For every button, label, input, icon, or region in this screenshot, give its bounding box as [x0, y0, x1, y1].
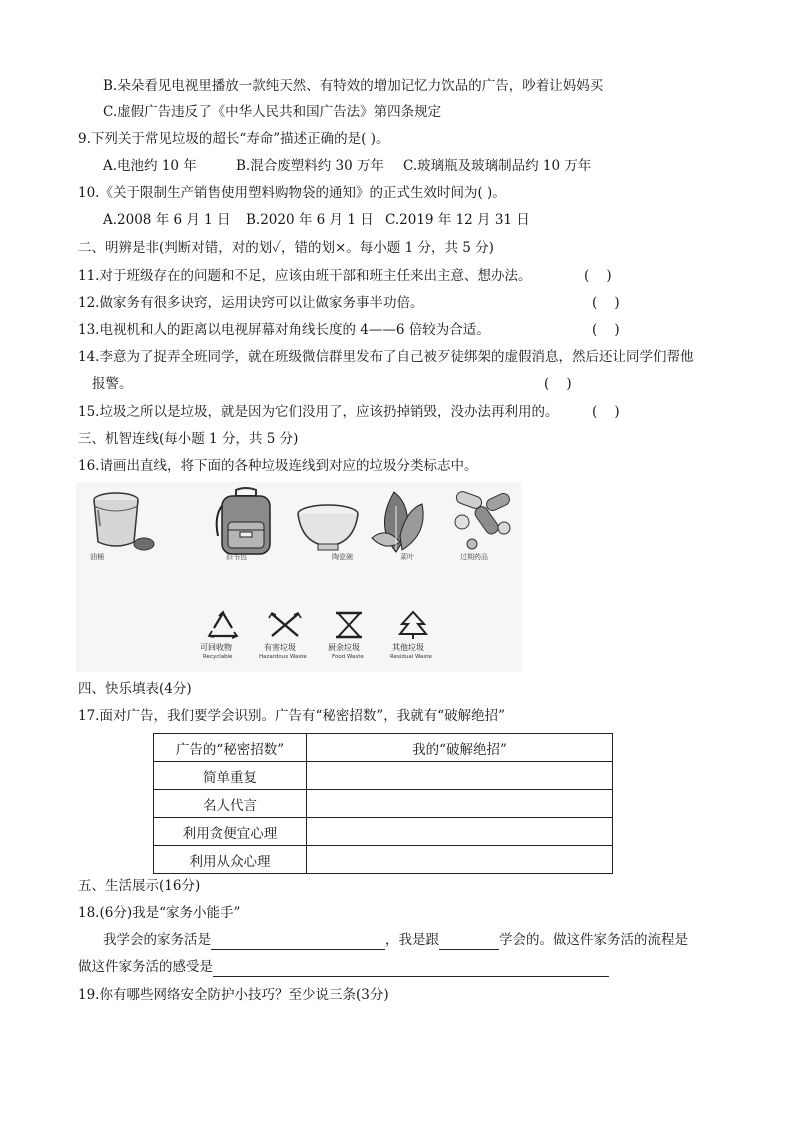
hazardous-sign-icon[interactable] — [266, 610, 304, 640]
table-cell-answer[interactable] — [307, 790, 613, 818]
q12-text: 12.做家务有很多诀窍，运用诀窍可以让做家务事半功倍。 — [78, 295, 424, 311]
table-header-tricks: 广告的“秘密招数” — [154, 734, 307, 762]
q10-option-b: B.2020 年 6 月 1 日 — [246, 212, 374, 228]
backpack-caption: 旧书包 — [226, 553, 247, 561]
waste-sorting-figure — [76, 482, 522, 672]
q18-blank-teacher[interactable] — [439, 934, 499, 950]
q18-title: 18.(6分)我是“家务小能手” — [78, 905, 241, 921]
q11-answer-paren[interactable]: ( ) — [584, 268, 612, 284]
q9-option-b: B.混合废塑料约 30 万年 — [236, 158, 384, 174]
q10-stem: 10.《关于限制生产销售使用塑料购物袋的通知》的正式生效时间为( )。 — [78, 185, 506, 201]
q14-text-line2: 报警。 — [92, 376, 133, 392]
q9-option-c: C.玻璃瓶及玻璃制品约 10 万年 — [403, 158, 592, 174]
q14-answer-paren[interactable]: ( ) — [544, 376, 572, 392]
q18-line1 — [103, 930, 688, 950]
table-row — [154, 762, 613, 790]
bowl-image[interactable] — [292, 486, 364, 558]
q15-answer-paren[interactable]: ( ) — [592, 404, 620, 420]
medicine-caption: 过期药品 — [460, 553, 488, 561]
q18-blank-chore[interactable] — [211, 934, 385, 950]
vegetable-leaves-caption: 菜叶 — [400, 553, 414, 561]
residual-waste-sign-label: 其他垃圾 — [392, 643, 424, 652]
q9-stem: 9.下列关于常见垃圾的超长“寿命”描述正确的是( )。 — [78, 131, 390, 147]
residual-waste-sign-icon[interactable] — [394, 610, 432, 640]
q18-blank-feeling[interactable] — [213, 961, 609, 977]
q8-option-c: C.虚假广告违反了《中华人民共和国广告法》第四条规定 — [103, 104, 442, 120]
table-row — [154, 846, 613, 874]
q18-line2 — [78, 957, 609, 977]
medicine-pills-image[interactable] — [446, 486, 518, 558]
table-cell-answer[interactable] — [307, 762, 613, 790]
food-waste-sign-icon[interactable] — [330, 610, 368, 640]
q18-part1: 我学会的家务活是 — [103, 932, 211, 948]
recyclable-sign-label: 可回收物 — [200, 643, 232, 652]
q9-option-a: A.电池约 10 年 — [103, 158, 197, 174]
table-cell-trick: 简单重复 — [154, 762, 307, 790]
paint-bucket-caption: 油桶 — [90, 553, 104, 561]
q17-text: 17.面对广告，我们要学会识别。广告有“秘密招数”，我就有“破解绝招” — [78, 708, 506, 724]
ad-tricks-table — [153, 733, 613, 874]
q18-part2: ，我是跟 — [385, 932, 439, 948]
q8-option-b: B.朵朵看见电视里播放一款纯天然、有特效的增加记忆力饮品的广告，吵着让妈妈买 — [103, 78, 604, 94]
q11-text: 11.对于班级存在的问题和不足，应该由班干部和班主任来出主意、想办法。 — [78, 268, 532, 284]
q15-text: 15.垃圾之所以是垃圾，就是因为它们没用了，应该扔掉销毁，没办法再利用的。 — [78, 404, 559, 420]
q18-feeling-label: 做这件家务活的感受是 — [78, 959, 213, 975]
section4-heading: 四、快乐填表(4分) — [78, 681, 192, 697]
vegetable-leaves-image[interactable] — [366, 486, 438, 558]
section5-heading: 五、生活展示(16分) — [78, 878, 201, 894]
table-cell-trick: 利用贪便宜心理 — [154, 818, 307, 846]
table-cell-answer[interactable] — [307, 846, 613, 874]
recyclable-sign-english: Recyclable — [203, 654, 233, 660]
table-row — [154, 818, 613, 846]
recyclable-sign-icon[interactable] — [204, 610, 242, 640]
table-cell-trick: 利用从众心理 — [154, 846, 307, 874]
hazardous-sign-english: Hazardous Waste — [259, 654, 307, 660]
q16-text: 16.请画出直线，将下面的各种垃圾连线到对应的垃圾分类标志中。 — [78, 458, 478, 474]
table-cell-answer[interactable] — [307, 818, 613, 846]
q10-option-c: C.2019 年 12 月 31 日 — [385, 212, 530, 228]
q10-option-a: A.2008 年 6 月 1 日 — [103, 212, 231, 228]
q12-answer-paren[interactable]: ( ) — [592, 295, 620, 311]
food-waste-sign-label: 厨余垃圾 — [328, 643, 360, 652]
backpack-image[interactable] — [210, 486, 282, 558]
q18-part3: 学会的。做这件家务活的流程是 — [499, 932, 688, 948]
bowl-caption: 陶瓷碗 — [332, 553, 353, 561]
q13-answer-paren[interactable]: ( ) — [592, 322, 620, 338]
table-header-solutions: 我的“破解绝招” — [307, 734, 613, 762]
food-waste-sign-english: Food Waste — [332, 654, 364, 660]
table-cell-trick: 名人代言 — [154, 790, 307, 818]
hazardous-sign-label: 有害垃圾 — [264, 643, 296, 652]
q19-text: 19.你有哪些网络安全防护小技巧？至少说三条(3分) — [78, 987, 389, 1003]
residual-waste-sign-english: Residual Waste — [390, 654, 432, 660]
paint-bucket-image[interactable] — [86, 486, 158, 558]
section2-heading: 二、明辨是非(判断对错，对的划✓，错的划×。每小题 1 分，共 5 分) — [78, 240, 494, 256]
q13-text: 13.电视机和人的距离以电视屏幕对角线长度的 4——6 倍较为合适。 — [78, 322, 490, 338]
table-header-row — [154, 734, 613, 762]
section3-heading: 三、机智连线(每小题 1 分，共 5 分) — [78, 431, 299, 447]
q14-text-line1: 14.李意为了捉弄全班同学，就在班级微信群里发布了自己被歹徒绑架的虚假消息，然后还让同学们帮他 — [78, 349, 694, 365]
table-row — [154, 790, 613, 818]
